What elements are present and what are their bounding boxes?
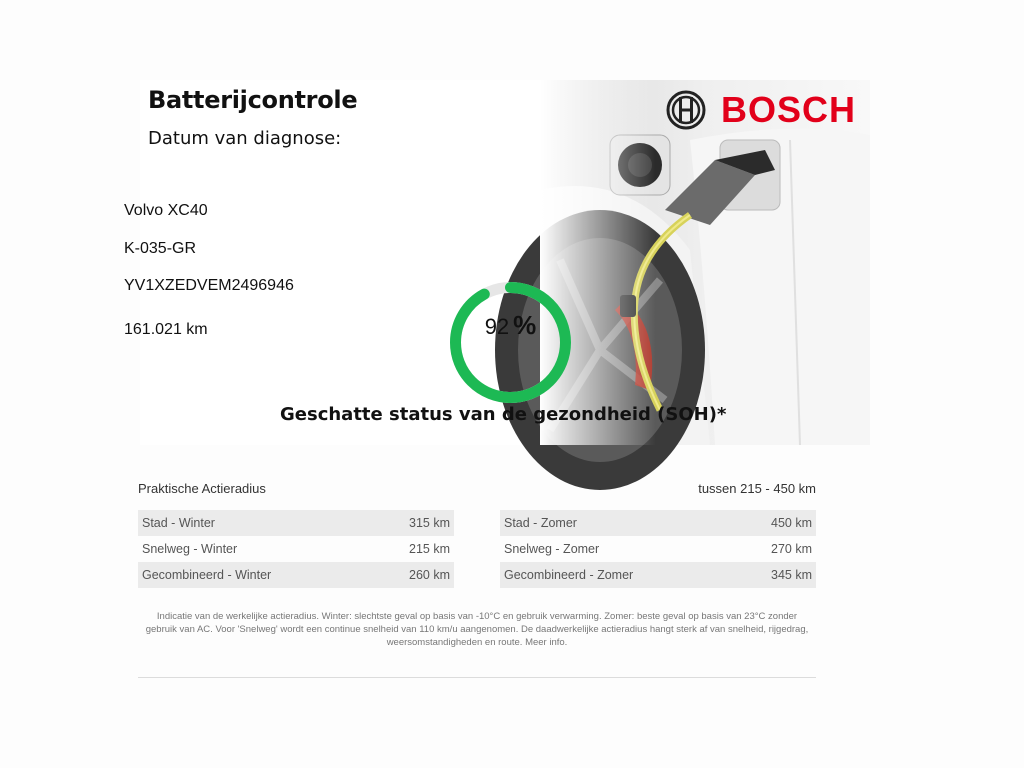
row-value: 345 km bbox=[771, 568, 812, 582]
range-heading: Praktische Actieradius bbox=[138, 480, 266, 496]
row-value: 215 km bbox=[409, 542, 450, 556]
row-value: 260 km bbox=[409, 568, 450, 582]
table-row bbox=[138, 510, 454, 536]
bosch-logo bbox=[665, 88, 856, 132]
table-row bbox=[500, 562, 816, 588]
diagnosis-date-label: Datum van diagnose: bbox=[148, 128, 342, 149]
winter-range-table bbox=[138, 510, 454, 588]
bosch-armature-icon bbox=[665, 89, 707, 131]
bosch-wordmark: BOSCH bbox=[721, 89, 857, 130]
range-tables bbox=[138, 510, 816, 588]
soh-unit: % bbox=[513, 310, 537, 340]
row-label: Gecombineerd - Zomer bbox=[504, 568, 634, 582]
table-row bbox=[500, 536, 816, 562]
page-title: Batterijcontrole bbox=[148, 86, 358, 114]
soh-ring-gauge bbox=[448, 280, 573, 405]
soh-ring-arc bbox=[456, 288, 566, 398]
table-row bbox=[138, 536, 454, 562]
row-label: Stad - Zomer bbox=[504, 516, 577, 530]
more-info-link[interactable]: Meer info. bbox=[525, 637, 568, 648]
row-label: Snelweg - Zomer bbox=[504, 542, 600, 556]
car-charging-illustration bbox=[540, 80, 870, 445]
table-row bbox=[138, 562, 454, 588]
row-label: Snelweg - Winter bbox=[142, 542, 238, 556]
vehicle-mileage: 161.021 km bbox=[124, 321, 208, 338]
vehicle-plate: K-035-GR bbox=[124, 240, 197, 257]
row-value: 450 km bbox=[771, 516, 812, 530]
soh-caption: Geschatte status van de gezondheid (SOH)* bbox=[280, 404, 727, 425]
summer-range-table bbox=[500, 510, 816, 588]
table-row bbox=[500, 510, 816, 536]
row-label: Gecombineerd - Winter bbox=[142, 568, 272, 582]
row-value: 315 km bbox=[409, 516, 450, 530]
soh-readout bbox=[448, 310, 573, 341]
range-header bbox=[138, 478, 816, 498]
range-summary: tussen 215 - 450 km bbox=[698, 480, 816, 496]
vehicle-model: Volvo XC40 bbox=[124, 202, 208, 219]
vehicle-vin: YV1XZEDVEM2496946 bbox=[124, 277, 294, 294]
row-value: 270 km bbox=[771, 542, 812, 556]
row-label: Stad - Winter bbox=[142, 516, 215, 530]
soh-value: 92 bbox=[484, 314, 510, 339]
section-divider bbox=[138, 677, 816, 678]
battery-report-card bbox=[124, 80, 870, 445]
practical-range-section bbox=[138, 478, 816, 678]
footnote-text: Indicatie van de werkelijke actieradius. Winter: slechtste geval op basis van -10°C en gebruik verwarming. Zomer: beste geval op basis van 23°C zonder gebruik van AC. Voor 'Snelweg' wordt een continue snelheid van 110 km/u aangenomen. De daadwerkelijke actieradius hangt sterk af van snelheid, rijgedrag, weersomstandigheden en route. bbox=[145, 611, 809, 648]
range-footnote bbox=[138, 610, 816, 649]
